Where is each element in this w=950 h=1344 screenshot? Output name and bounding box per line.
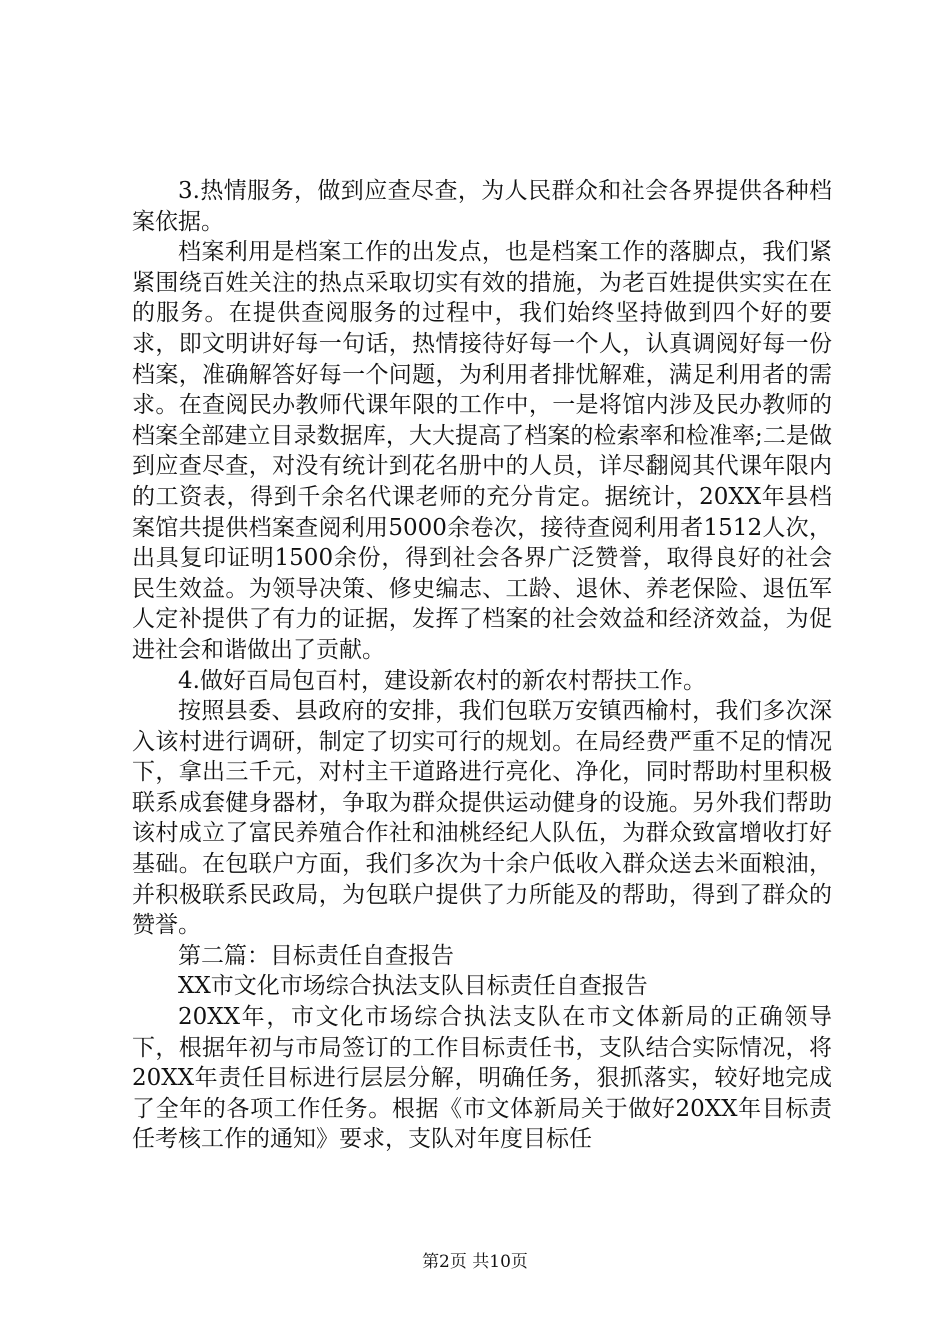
document-body	[132, 176, 832, 1155]
paragraph-report-title: XX市文化市场综合执法支队目标责任自查报告	[178, 973, 648, 1000]
paragraph-section-4-heading: 4.做好百局包百村，建设新农村的新农村帮扶工作。	[178, 667, 706, 694]
paragraph-village-support: 按照县委、县政府的安排，我们包联万安镇西榆村，我们多次深入该村进行调研，制定了切实可行的规划。在局经费严重不足的情况下，拿出三千元，对村主干道路进行亮化、净化，同时帮助村里积极联系成套健身器材，争取为群众提供运动健身的设施。另外我们帮助该村成立了富民养殖合作社和油桃经纪人队伍，为群众致富增收打好基础。在包联户方面，我们多次为十余户低收入群众送去米面粮油，并积极联系民政局，为包联户提供了力所能及的帮助，得到了群众的赞誉。	[132, 698, 832, 939]
paragraph-report-intro: 20XX年，市文化市场综合执法支队在市文体新局的正确领导下，根据年初与市局签订的工作目标责任书，支队结合实际情况，将20XX年责任目标进行层层分解，明确任务，狠抓落实，较好地完成了全年的各项工作任务。根据《市文体新局关于做好20XX年目标责任考核工作的通知》要求，支队对年度目标任	[132, 1004, 832, 1153]
paragraph-archive-usage: 档案利用是档案工作的出发点，也是档案工作的落脚点，我们紧紧围绕百姓关注的热点采取切实有效的措施，为老百姓提供实实在在的服务。在提供查阅服务的过程中，我们始终坚持做到四个好的要求，即文明讲好每一句话，热情接待好每一个人，认真调阅好每一份档案，准确解答好每一个问题，为利用者排忧解难，满足利用者的需求。在查阅民办教师代课年限的工作中，一是将馆内涉及民办教师的档案全部建立目录数据库，大大提高了档案的检索率和检准率;二是做到应查尽查，对没有统计到花名册中的人员，详尽翻阅其代课年限内的工资表，得到千余名代课老师的充分肯定。据统计，20XX年县档案馆共提供档案查阅利用5000余卷次，接待查阅利用者1512人次，出具复印证明1500余份，得到社会各界广泛赞誉，取得良好的社会民生效益。为领导决策、修史编志、工龄、退休、养老保险、退伍军人定补提供了有力的证据，发挥了档案的社会效益和经济效益，为促进社会和谐做出了贡献。	[132, 239, 832, 663]
paragraph-chapter-two-title: 第二篇：目标责任自查报告	[178, 942, 454, 969]
paragraph-section-3-heading: 3.热情服务，做到应查尽查，为人民群众和社会各界提供各种档案依据。	[132, 178, 832, 235]
page-number-footer: 第2页 共10页	[422, 1252, 528, 1272]
